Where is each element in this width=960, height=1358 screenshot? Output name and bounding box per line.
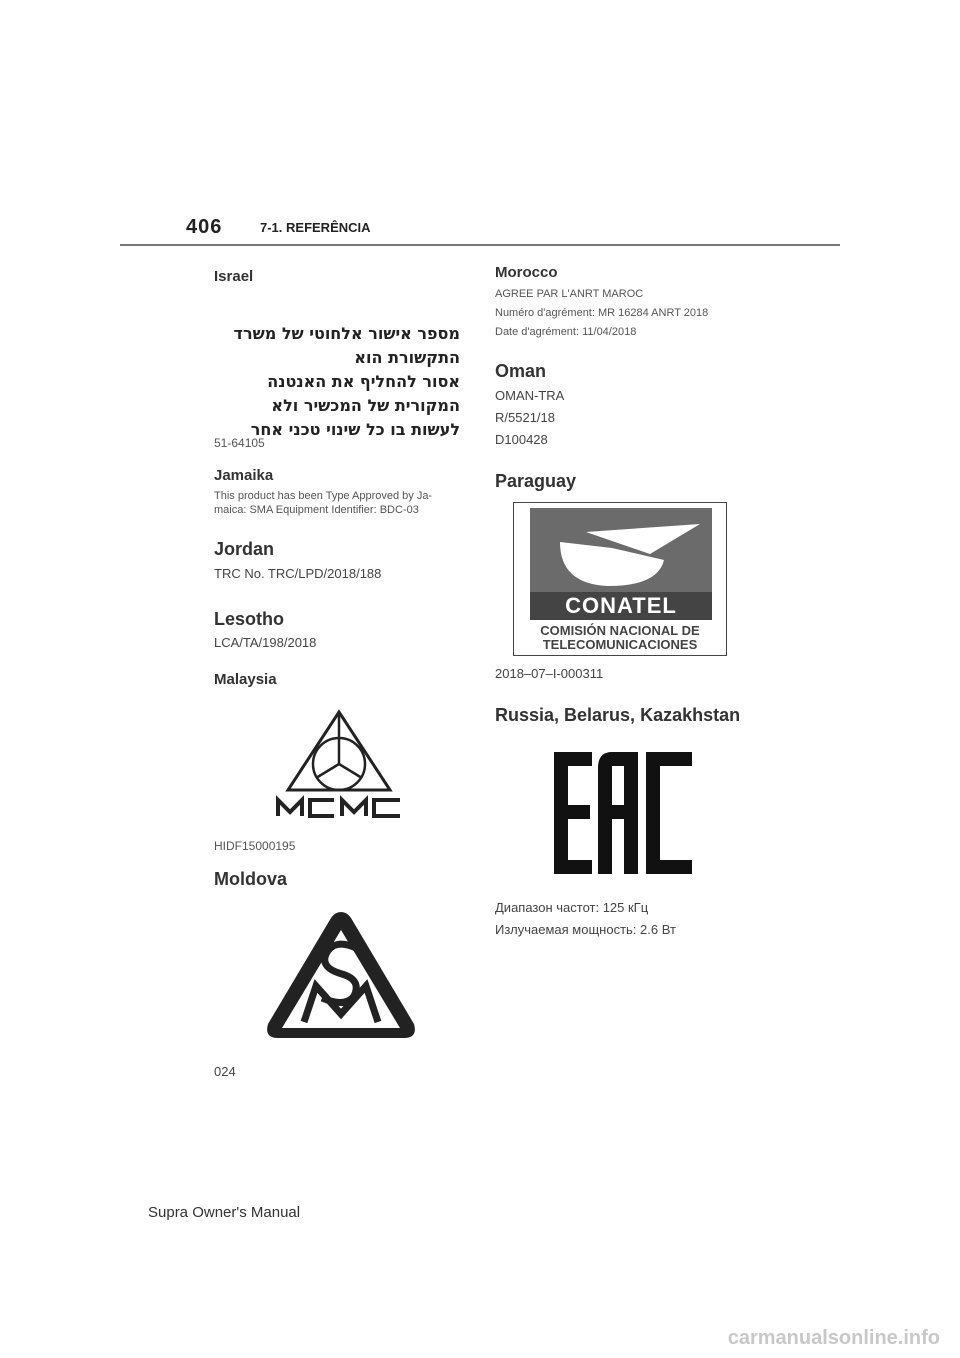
israel-hebrew-line: מספר אישור אלחוטי של משרד התקשורת הוא (233, 324, 460, 367)
moldova-number: 024 (214, 1064, 236, 1079)
russia-heading: Russia, Belarus, Kazakhstan (495, 705, 741, 725)
section-header: 7-1. REFERÊNCIA (260, 220, 371, 235)
conatel-logo-emblem-graphic (530, 508, 712, 592)
jamaica-heading: Jamaika (214, 467, 274, 484)
malaysia-heading: Malaysia (214, 671, 277, 688)
eac-logo-graphic (554, 752, 692, 874)
morocco-line-1: AGREE PAR L'ANRT MAROC (495, 288, 644, 300)
conatel-logo-line-2: TELECOMUNICACIONES (542, 637, 698, 652)
jordan-heading: Jordan (214, 539, 275, 559)
israel-number: 51-64105 (214, 436, 265, 450)
eac-logo (554, 752, 692, 874)
oman-line-1: OMAN-TRA (495, 388, 565, 403)
paraguay-number: 2018–07–I-000311 (495, 666, 604, 681)
header-rule (120, 244, 840, 246)
lesotho-text: LCA/TA/198/2018 (214, 635, 317, 650)
jordan-text: TRC No. TRC/LPD/2018/188 (214, 566, 382, 581)
oman-heading: Oman (495, 361, 547, 381)
malaysia-number: HIDF15000195 (214, 839, 296, 853)
moldova-sm-logo-graphic (264, 908, 418, 1042)
israel-heading: Israel (214, 268, 254, 285)
conatel-logo-line-1: COMISIÓN NACIONAL DE (540, 623, 700, 638)
israel-hebrew-text (214, 322, 460, 442)
russia-line-2: Излучаемая мощность: 2.6 Вт (495, 922, 676, 937)
oman-line-3: D100428 (495, 432, 548, 447)
moldova-heading: Moldova (214, 869, 288, 889)
paraguay-heading: Paraguay (495, 471, 577, 491)
russia-line-1: Диапазон частот: 125 кГц (495, 900, 649, 915)
jamaica-line-1: This product has been Type Approved by Ja- (214, 490, 433, 502)
morocco-line-2: Numéro d'agrément: MR 16284 ANRT 2018 (495, 307, 709, 319)
lesotho-heading: Lesotho (214, 609, 284, 629)
conatel-logo-emblem (530, 508, 712, 592)
israel-hebrew-line: לעשות בו כל שינוי טכני אחר (250, 420, 460, 439)
oman-line-2: R/5521/18 (495, 410, 555, 425)
morocco-heading: Morocco (495, 264, 558, 281)
morocco-line-3: Date d'agrément: 11/04/2018 (495, 326, 637, 338)
watermark-text: carmanualsonline.info (727, 1327, 940, 1349)
footer-manual-name: Supra Owner's Manual (148, 1204, 301, 1221)
moldova-sm-logo (264, 908, 418, 1042)
page-number: 406 (186, 216, 223, 238)
mcmc-logo-graphic (276, 708, 402, 820)
mcmc-logo (276, 708, 402, 820)
jamaica-line-2: maica: SMA Equipment Identifier: BDC-03 (214, 504, 419, 516)
conatel-logo (513, 502, 727, 656)
israel-hebrew-line: אסור להחליף את האנטנה המקורית של המכשיר ולא (267, 372, 460, 415)
conatel-logo-name: CONATEL (530, 592, 712, 620)
